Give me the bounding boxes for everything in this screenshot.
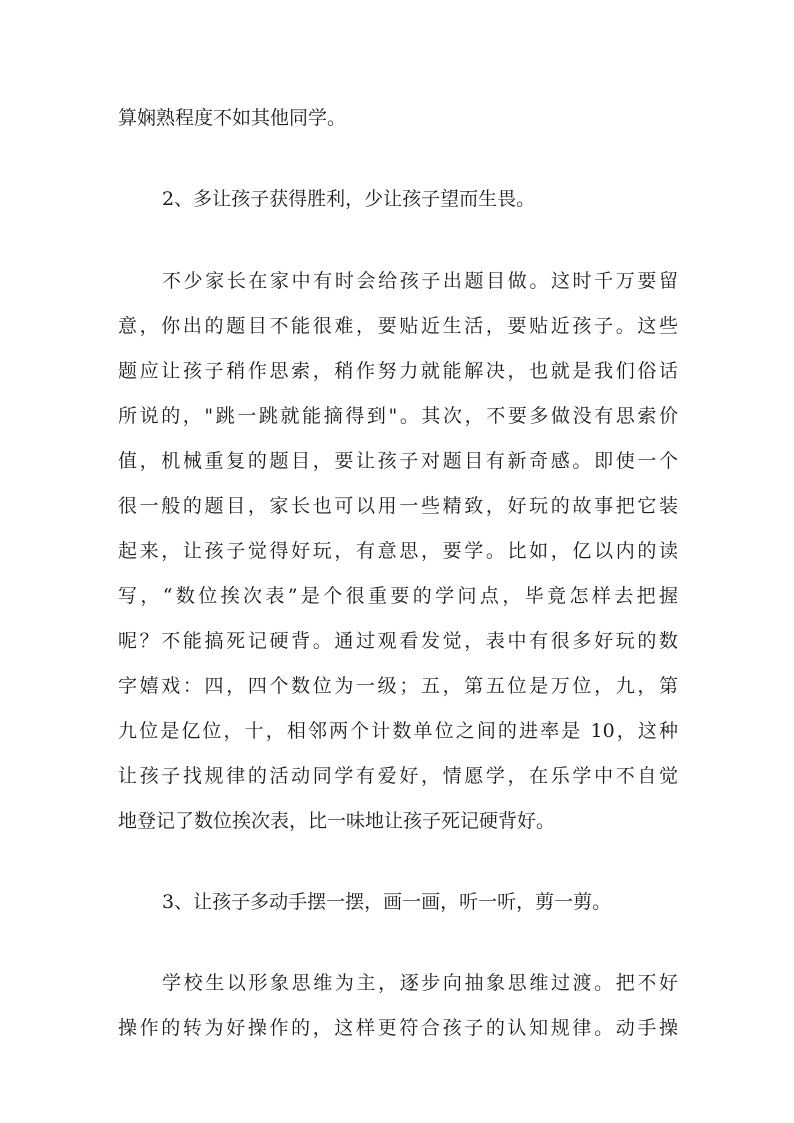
- paragraph-line: 让孩子找规律的活动同学有爱好，情愿学，在乐学中不自觉: [118, 765, 678, 787]
- section-heading-2: 2、多让孩子获得胜利，少让孩子望而生畏。: [162, 188, 536, 210]
- paragraph-line: 值，机械重复的题目，要让孩子对题目有新奇感。即使一个: [118, 450, 678, 472]
- paragraph-line: 起来，让孩子觉得好玩，有意思，要学。比如，亿以内的读: [118, 540, 678, 562]
- paragraph-line: 字嬉戏：四，四个数位为一级；五，第五位是万位，九，第: [118, 675, 678, 697]
- paragraph-line: 写，“数位挨次表”是个很重要的学问点，毕竟怎样去把握: [118, 585, 678, 607]
- continuation-line: 算娴熟程度不如其他同学。: [118, 107, 347, 129]
- paragraph-line: 不少家长在家中有时会给孩子出题目做。这时千万要留: [162, 270, 678, 292]
- paragraph-line: 九位是亿位，十，相邻两个计数单位之间的进率是 10，这种: [118, 720, 678, 742]
- paragraph-line: 意，你出的题目不能很难，要贴近生活，要贴近孩子。这些: [118, 315, 678, 337]
- paragraph-line: 地登记了数位挨次表，比一味地让孩子死记硬背好。: [118, 810, 556, 832]
- paragraph-line: 所说的，"跳一跳就能摘得到"。其次，不要多做没有思索价: [118, 405, 678, 427]
- section-heading-3: 3、让孩子多动手摆一摆，画一画，听一听，剪一剪。: [162, 891, 612, 913]
- paragraph-line: 操作的转为好操作的，这样更符合孩子的认知规律。动手操: [118, 1017, 678, 1039]
- paragraph-line: 学校生以形象思维为主，逐步向抽象思维过渡。把不好: [162, 972, 678, 994]
- paragraph-line: 题应让孩子稍作思索，稍作努力就能解决，也就是我们俗话: [118, 360, 678, 382]
- paragraph-line: 很一般的题目，家长也可以用一些精致，好玩的故事把它装: [118, 495, 678, 517]
- paragraph-line: 呢？不能搞死记硬背。通过观看发觉，表中有很多好玩的数: [118, 630, 678, 652]
